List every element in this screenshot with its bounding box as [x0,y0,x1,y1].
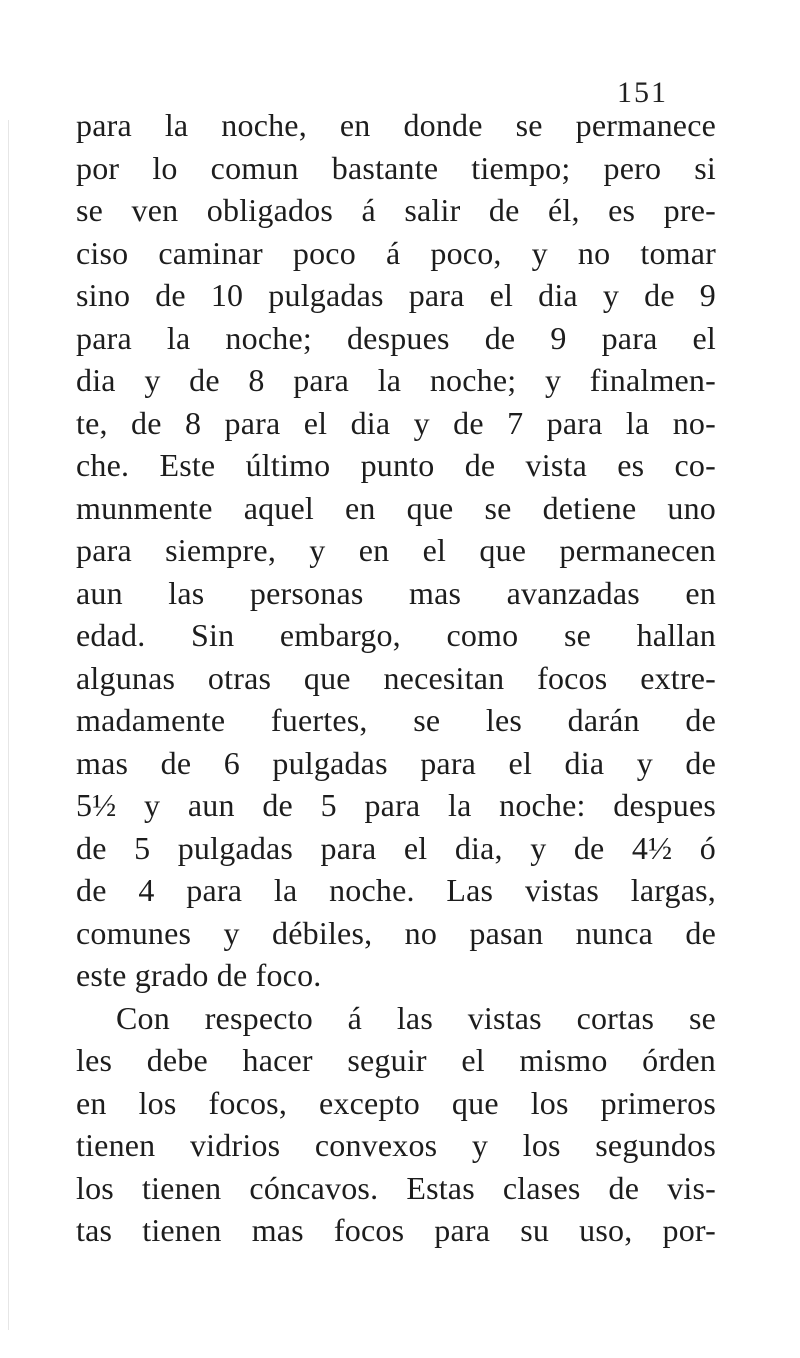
text-line: de 5 pulgadas para el dia, y de 4½ ó [76,829,716,866]
text-line: algunas otras que necesitan focos extre- [76,659,716,696]
text-line: para la noche, en donde se permanece [76,107,716,143]
text-line: para la noche; despues de 9 para el [76,319,716,356]
text-line: se ven obligados á salir de él, es pre- [76,192,716,228]
text-line: ciso caminar poco á poco, y no tomar [76,234,716,271]
text-line: aun las personas mas avanzadas en [76,574,716,611]
text-line: dia y de 8 para la noche; y finalmen- [76,362,716,398]
text-line: comunes y débiles, no pasan nunca de [76,914,716,951]
page-number: 151 [617,76,668,109]
text-line: munmente aquel en que se detiene uno [76,489,716,526]
text-line: los tienen cóncavos. Estas clases de vis- [76,1169,716,1206]
text-line: por lo comun bastante tiempo; pero si [76,149,716,186]
page-gutter-edge [8,120,9,1330]
text-line: les debe hacer seguir el mismo órden [76,1042,716,1078]
text-line: tas tienen mas focos para su uso, por- [76,1212,716,1248]
text-line: en los focos, excepto que los primeros [76,1084,716,1121]
text-line: para siempre, y en el que permanecen [76,532,716,568]
text-line: te, de 8 para el dia y de 7 para la no- [76,404,716,441]
text-line: madamente fuertes, se les darán de [76,702,716,738]
text-line: 5½ y aun de 5 para la noche: despues [76,787,716,823]
paragraph-start-line: Con respecto á las vistas cortas se [116,999,716,1036]
paragraph-end-line: este grado de foco. [76,957,322,993]
text-line: tienen vidrios convexos y los segundos [76,1127,716,1163]
text-line: edad. Sin embargo, como se hallan [76,617,716,653]
text-line: de 4 para la noche. Las vistas largas, [76,872,716,908]
text-line: che. Este último punto de vista es co- [76,447,716,483]
text-line: sino de 10 pulgadas para el dia y de 9 [76,277,716,313]
text-line: mas de 6 pulgadas para el dia y de [76,744,716,781]
body-text [76,104,716,1252]
